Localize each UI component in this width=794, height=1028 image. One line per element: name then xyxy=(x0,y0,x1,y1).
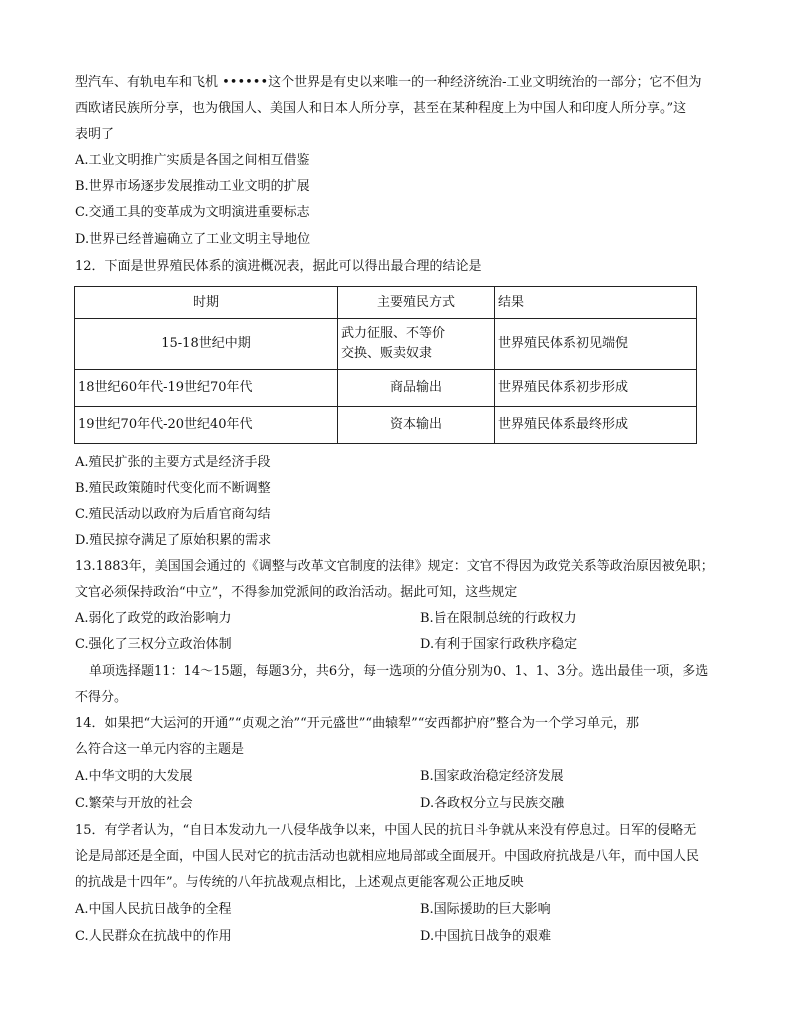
result-cell: 世界殖民体系初见端倪 xyxy=(495,319,697,370)
q11-option-d: D.世界已经普遍确立了工业文明主导地位 xyxy=(75,232,311,247)
header-period: 时期 xyxy=(75,287,338,319)
q14-option-b: B.国家政治稳定经济发展 xyxy=(420,769,564,784)
table-header-row xyxy=(75,287,697,319)
q12-stem: 12．下面是世界殖民体系的演进概况表，据此可以得出最合理的结论是 xyxy=(75,259,482,274)
q13-stem-line-1: 13.1883年，美国国会通过的《调整与改革文官制度的法律》规定：文官不得因为政党关系等政治原因被免职； xyxy=(75,559,714,574)
colonial-system-table xyxy=(74,286,697,444)
section-note-line-2: 不得分。 xyxy=(75,690,128,705)
header-result: 结果 xyxy=(495,287,697,319)
q13-stem-line-2: 文官必须保持政治“中立”，不得参加党派间的政治活动。据此可知，这些规定 xyxy=(75,585,518,600)
q11-stem-line-3: 表明了 xyxy=(75,127,115,142)
q12-option-b: B.殖民政策随时代变化而不断调整 xyxy=(75,481,271,496)
q11-option-b: B.世界市场逐步发展推动工业文明的扩展 xyxy=(75,179,310,194)
q14-stem-line-1: 14．如果把“大运河的开通”“贞观之治”“开元盛世”“曲辕犁”“安西都护府”整合为一个学习单元，那 xyxy=(75,716,640,731)
q14-option-d: D.各政权分立与民族交融 xyxy=(420,796,565,811)
q11-option-c: C.交通工具的变革成为文明演进重要标志 xyxy=(75,205,310,220)
method-line-1: 武力征服、不等价 xyxy=(341,326,446,341)
method-cell: 资本输出 xyxy=(338,407,495,444)
q12-option-c: C.殖民活动以政府为后盾官商勾结 xyxy=(75,507,271,522)
q15-option-b: B.国际援助的巨大影响 xyxy=(420,902,551,917)
q15-stem-line-3: 的抗战是十四年”。与传统的八年抗战观点相比，上述观点更能客观公正地反映 xyxy=(75,875,524,890)
q11-stem-line-1: 型汽车、有轨电车和飞机 ••••••这个世界是有史以来唯一的一种经济统治-工业文明统治的一部分；它不但为 xyxy=(75,75,702,90)
q13-option-a: A.弱化了政党的政治影响力 xyxy=(75,611,232,626)
method-line-2: 交换、贩卖奴隶 xyxy=(341,346,433,361)
table-row xyxy=(75,319,697,370)
q12-option-a: A.殖民扩张的主要方式是经济手段 xyxy=(75,455,271,470)
q13-option-b: B.旨在限制总统的行政权力 xyxy=(420,611,577,626)
q13-option-c: C.强化了三权分立政治体制 xyxy=(75,637,232,652)
method-cell: 商品输出 xyxy=(338,370,495,407)
q11-option-a: A.工业文明推广实质是各国之间相互借鉴 xyxy=(75,153,310,168)
period-cell: 15-18世纪中期 xyxy=(75,319,338,370)
q15-stem-line-1: 15．有学者认为，“自日本发动九一八侵华战争以来，中国人民的抗日斗争就从来没有停息过。日军的侵略无 xyxy=(75,823,697,838)
q14-stem-line-2: 么符合这一单元内容的主题是 xyxy=(75,742,245,757)
period-cell: 19世纪70年代-20世纪40年代 xyxy=(75,407,338,444)
table-row xyxy=(75,407,697,444)
section-note-line-1: 单项选择题11：14～15题，每题3分，共6分，每一选项的分值分别为0、1、1、3分。选出最佳一项，多选 xyxy=(89,664,709,679)
q13-option-d: D.有利于国家行政秩序稳定 xyxy=(420,637,578,652)
q15-option-a: A.中国人民抗日战争的全程 xyxy=(75,902,232,917)
q11-stem-line-2: 西欧诸民族所分享，也为俄国人、美国人和日本人所分享，甚至在某种程度上为中国人和印度人所分享。”这 xyxy=(75,101,687,116)
q15-stem-line-2: 论是局部还是全面，中国人民对它的抗击活动也就相应地局部或全面展开。中国政府抗战是八年，而中国人民 xyxy=(75,849,700,864)
q12-option-d: D.殖民掠夺满足了原始积累的需求 xyxy=(75,533,272,548)
header-method: 主要殖民方式 xyxy=(338,287,495,319)
method-cell xyxy=(338,319,495,370)
q14-option-a: A.中华文明的大发展 xyxy=(75,769,193,784)
q15-option-c: C.人民群众在抗战中的作用 xyxy=(75,929,232,944)
result-cell: 世界殖民体系最终形成 xyxy=(495,407,697,444)
period-cell: 18世纪60年代-19世纪70年代 xyxy=(75,370,338,407)
table-row xyxy=(75,370,697,407)
q15-option-d: D.中国抗日战争的艰难 xyxy=(420,929,552,944)
q14-option-c: C.繁荣与开放的社会 xyxy=(75,796,193,811)
result-cell: 世界殖民体系初步形成 xyxy=(495,370,697,407)
